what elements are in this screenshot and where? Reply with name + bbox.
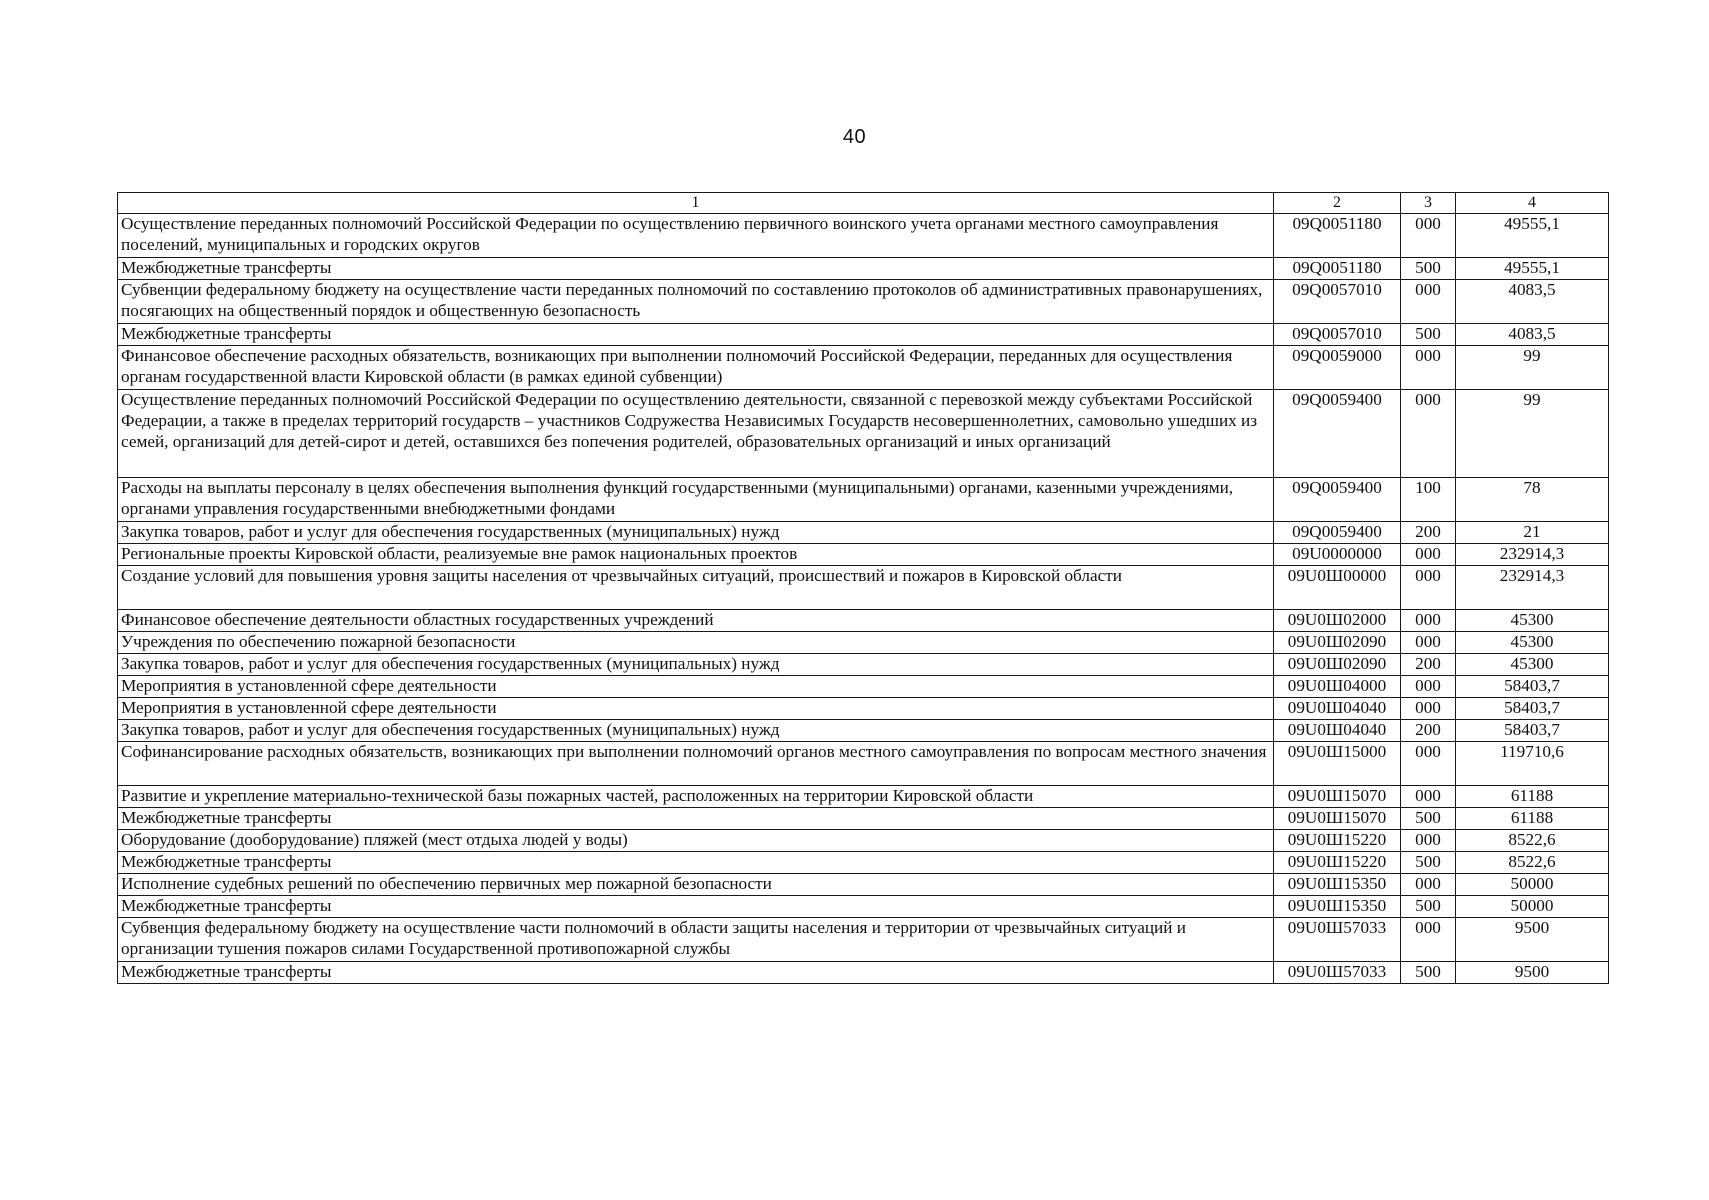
table-row [118, 280, 1609, 324]
cell-code: 09U0Ш15220 [1274, 852, 1401, 874]
table-row [118, 654, 1609, 676]
table-row [118, 830, 1609, 852]
cell-expense-type: 500 [1401, 962, 1456, 984]
cell-expense-type: 000 [1401, 280, 1456, 324]
table-row [118, 808, 1609, 830]
cell-amount: 232914,3 [1456, 566, 1609, 610]
cell-amount: 8522,6 [1456, 830, 1609, 852]
cell-code: 09Q0051180 [1274, 214, 1401, 258]
table-row [118, 874, 1609, 896]
cell-name: Закупка товаров, работ и услуг для обеспечения государственных (муниципальных) нужд [118, 522, 1274, 544]
cell-name: Межбюджетные трансферты [118, 896, 1274, 918]
cell-expense-type: 000 [1401, 676, 1456, 698]
cell-amount: 50000 [1456, 874, 1609, 896]
cell-amount: 49555,1 [1456, 214, 1609, 258]
table-row [118, 632, 1609, 654]
cell-amount: 9500 [1456, 962, 1609, 984]
page-number: 40 [842, 126, 867, 148]
table-row [118, 962, 1609, 984]
cell-expense-type: 100 [1401, 478, 1456, 522]
header-cell-code: 2 [1274, 193, 1401, 214]
cell-name: Региональные проекты Кировской области, реализуемые вне рамок национальных проектов [118, 544, 1274, 566]
cell-code: 09Q0051180 [1274, 258, 1401, 280]
cell-expense-type: 000 [1401, 214, 1456, 258]
cell-name: Исполнение судебных решений по обеспечению первичных мер пожарной безопасности [118, 874, 1274, 896]
cell-name: Субвенции федеральному бюджету на осуществление части переданных полномочий по составлению протоколов об административных правонарушениях, посягающих на общественный порядок и общественную безопасность [118, 280, 1274, 324]
cell-amount: 4083,5 [1456, 280, 1609, 324]
cell-code: 09U0Ш15350 [1274, 874, 1401, 896]
header-cell-type: 3 [1401, 193, 1456, 214]
cell-amount: 232914,3 [1456, 544, 1609, 566]
cell-name: Создание условий для повышения уровня защиты населения от чрезвычайных ситуаций, происшествий и пожаров в Кировской области [118, 566, 1274, 610]
cell-code: 09U0Ш04040 [1274, 720, 1401, 742]
table-row [118, 324, 1609, 346]
cell-name: Оборудование (дооборудование) пляжей (мест отдыха людей у воды) [118, 830, 1274, 852]
cell-name: Расходы на выплаты персоналу в целях обеспечения выполнения функций государственными (муниципальными) органами, казенными учреждениями, органами управления государственными внебюджетными фондами [118, 478, 1274, 522]
table-row [118, 390, 1609, 478]
cell-name: Межбюджетные трансферты [118, 808, 1274, 830]
table-row [118, 896, 1609, 918]
cell-amount: 9500 [1456, 918, 1609, 962]
cell-amount: 119710,6 [1456, 742, 1609, 786]
cell-name: Осуществление переданных полномочий Российской Федерации по осуществлению деятельности, связанной с перевозкой между субъектами Российской Федерации, а также в пределах территорий государств – участников Содружества Независимых Государств несовершеннолетних, самовольно ушедших из семей, организаций для детей-сирот и детей, оставшихся без попечения родителей, образовательных организаций и иных организаций [118, 390, 1274, 478]
cell-code: 09U0Ш04040 [1274, 698, 1401, 720]
cell-code: 09U0Ш15000 [1274, 742, 1401, 786]
cell-amount: 61188 [1456, 808, 1609, 830]
cell-expense-type: 000 [1401, 390, 1456, 478]
cell-code: 09U0Ш57033 [1274, 962, 1401, 984]
cell-expense-type: 000 [1401, 566, 1456, 610]
cell-code: 09U0Ш04000 [1274, 676, 1401, 698]
cell-name: Мероприятия в установленной сфере деятельности [118, 698, 1274, 720]
table-row [118, 742, 1609, 786]
cell-code: 09U0Ш02000 [1274, 610, 1401, 632]
table-row [118, 918, 1609, 962]
cell-amount: 45300 [1456, 654, 1609, 676]
table-row [118, 786, 1609, 808]
cell-amount: 58403,7 [1456, 676, 1609, 698]
cell-name: Софинансирование расходных обязательств, возникающих при выполнении полномочий органов местного самоуправления по вопросам местного значения [118, 742, 1274, 786]
table-row [118, 852, 1609, 874]
cell-amount: 58403,7 [1456, 698, 1609, 720]
cell-expense-type: 000 [1401, 698, 1456, 720]
cell-amount: 4083,5 [1456, 324, 1609, 346]
table-row [118, 698, 1609, 720]
cell-expense-type: 000 [1401, 346, 1456, 390]
cell-amount: 49555,1 [1456, 258, 1609, 280]
cell-name: Мероприятия в установленной сфере деятельности [118, 676, 1274, 698]
cell-code: 09U0Ш57033 [1274, 918, 1401, 962]
cell-amount: 45300 [1456, 632, 1609, 654]
cell-name: Закупка товаров, работ и услуг для обеспечения государственных (муниципальных) нужд [118, 720, 1274, 742]
cell-amount: 8522,6 [1456, 852, 1609, 874]
cell-code: 09Q0059400 [1274, 478, 1401, 522]
cell-expense-type: 200 [1401, 720, 1456, 742]
cell-expense-type: 500 [1401, 808, 1456, 830]
cell-expense-type: 500 [1401, 852, 1456, 874]
table-row [118, 522, 1609, 544]
cell-code: 09U0Ш02090 [1274, 632, 1401, 654]
table-row [118, 610, 1609, 632]
cell-name: Межбюджетные трансферты [118, 258, 1274, 280]
cell-amount: 61188 [1456, 786, 1609, 808]
table-row [118, 214, 1609, 258]
cell-code: 09Q0057010 [1274, 324, 1401, 346]
cell-code: 09U0Ш15220 [1274, 830, 1401, 852]
budget-table-body [118, 193, 1609, 984]
cell-code: 09U0Ш15070 [1274, 786, 1401, 808]
cell-code: 09U0Ш15070 [1274, 808, 1401, 830]
cell-expense-type: 000 [1401, 830, 1456, 852]
cell-name: Межбюджетные трансферты [118, 852, 1274, 874]
cell-amount: 45300 [1456, 610, 1609, 632]
cell-name: Межбюджетные трансферты [118, 324, 1274, 346]
cell-expense-type: 000 [1401, 874, 1456, 896]
cell-name: Субвенция федеральному бюджету на осуществление части полномочий в области защиты населения и территории от чрезвычайных ситуаций и организации тушения пожаров силами Государственной противопожарной службы [118, 918, 1274, 962]
table-row [118, 566, 1609, 610]
cell-expense-type: 500 [1401, 324, 1456, 346]
cell-name: Финансовое обеспечение деятельности областных государственных учреждений [118, 610, 1274, 632]
cell-name: Финансовое обеспечение расходных обязательств, возникающих при выполнении полномочий Российской Федерации, переданных для осуществления органам государственной власти Кировской области (в рамках единой субвенции) [118, 346, 1274, 390]
cell-expense-type: 000 [1401, 544, 1456, 566]
cell-expense-type: 500 [1401, 896, 1456, 918]
header-row [118, 193, 1609, 214]
header-cell-name: 1 [118, 193, 1274, 214]
cell-amount: 21 [1456, 522, 1609, 544]
cell-expense-type: 200 [1401, 522, 1456, 544]
cell-code: 09U0000000 [1274, 544, 1401, 566]
cell-name: Осуществление переданных полномочий Российской Федерации по осуществлению первичного воинского учета органами местного самоуправления поселений, муниципальных и городских округов [118, 214, 1274, 258]
cell-expense-type: 000 [1401, 610, 1456, 632]
cell-expense-type: 200 [1401, 654, 1456, 676]
budget-table [117, 192, 1609, 984]
cell-amount: 78 [1456, 478, 1609, 522]
cell-expense-type: 500 [1401, 258, 1456, 280]
cell-expense-type: 000 [1401, 786, 1456, 808]
table-row [118, 346, 1609, 390]
cell-code: 09Q0059400 [1274, 522, 1401, 544]
cell-name: Закупка товаров, работ и услуг для обеспечения государственных (муниципальных) нужд [118, 654, 1274, 676]
table-row [118, 676, 1609, 698]
cell-code: 09Q0057010 [1274, 280, 1401, 324]
cell-name: Учреждения по обеспечению пожарной безопасности [118, 632, 1274, 654]
cell-code: 09U0Ш00000 [1274, 566, 1401, 610]
cell-amount: 99 [1456, 390, 1609, 478]
cell-code: 09U0Ш15350 [1274, 896, 1401, 918]
header-cell-amount: 4 [1456, 193, 1609, 214]
cell-code: 09U0Ш02090 [1274, 654, 1401, 676]
cell-expense-type: 000 [1401, 918, 1456, 962]
table-row [118, 478, 1609, 522]
table-row [118, 258, 1609, 280]
cell-amount: 58403,7 [1456, 720, 1609, 742]
table-row [118, 720, 1609, 742]
cell-amount: 50000 [1456, 896, 1609, 918]
cell-name: Межбюджетные трансферты [118, 962, 1274, 984]
cell-code: 09Q0059400 [1274, 390, 1401, 478]
cell-amount: 99 [1456, 346, 1609, 390]
cell-name: Развитие и укрепление материально-технической базы пожарных частей, расположенных на территории Кировской области [118, 786, 1274, 808]
cell-code: 09Q0059000 [1274, 346, 1401, 390]
table-row [118, 544, 1609, 566]
cell-expense-type: 000 [1401, 742, 1456, 786]
cell-expense-type: 000 [1401, 632, 1456, 654]
